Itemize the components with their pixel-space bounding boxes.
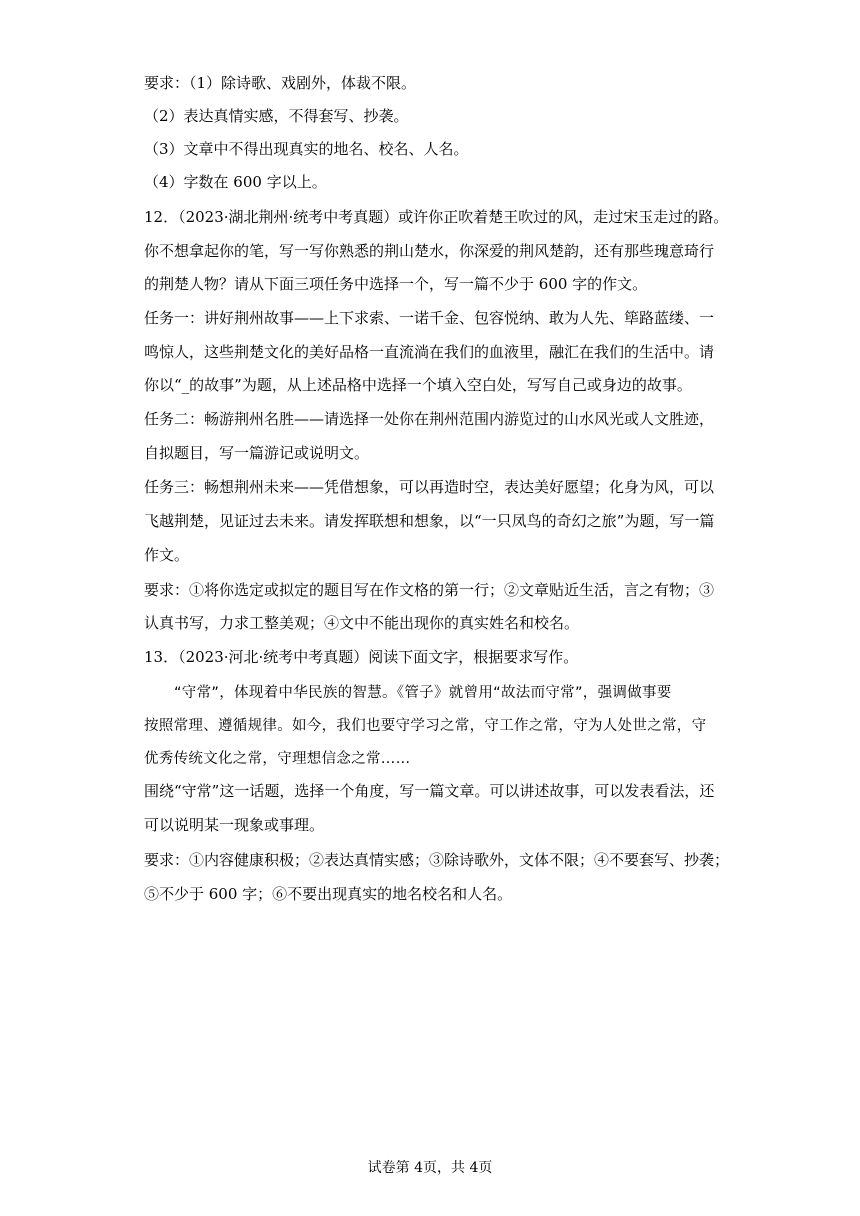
passage-line: 优秀传统文化之常，守理想信念之常……: [144, 751, 411, 767]
task-two-line: 自拟题目，写一篇游记或说明文。: [144, 444, 370, 462]
requirement-line: （3）文章中不得出现真实的地名、校名、人名。: [144, 140, 469, 158]
task-three-line: 飞越荆楚，见证过去未来。请发挥联想和想象，以“一只凤鸟的奇幻之旅”为题，写一篇: [144, 512, 715, 530]
question-13-requirement: 要求：①内容健康积极；②表达真情实感；③除诗歌外，文体不限；④不要套写、抄袭；: [144, 851, 730, 869]
passage-line: “守常”，体现着中华民族的智慧。《管子》就曾用“故法而守常”，强调做事要: [174, 685, 672, 701]
requirement-line: 要求：（1）除诗歌、戏剧外，体裁不限。: [144, 74, 417, 92]
task-three-line: 任务三：畅想荆州未来——凭借想象，可以再造时空，表达美好愿望；化身为风，可以: [144, 478, 715, 496]
task-three-line: 作文。: [144, 546, 190, 564]
question-12-requirement: 要求：①将你选定或拟定的题目写在作文格的第一行；②文章贴近生活，言之有物；③: [144, 581, 715, 599]
question-12-header: 12．（2023·湖北荆州·统考中考真题）或许你正吹着楚王吹过的风，走过宋玉走过的路。: [144, 208, 729, 226]
passage-line: 按照常理、遵循规律。如今，我们也要守学习之常，守工作之常，守为人处世之常，守: [144, 718, 707, 734]
task-one-line: 你以“_的故事”为题，从上述品格中选择一个填入空白处，写写自己或身边的故事。: [144, 376, 692, 394]
task-one-line: 任务一：讲好荆州故事——上下求索、一诺千金、包容悦纳、敢为人先、筚路蓝缕、一: [144, 309, 715, 327]
question-13-line: 围绕“守常”这一话题，选择一个角度，写一篇文章。可以讲述故事，可以发表看法，还: [144, 782, 715, 800]
question-13-requirement: ⑤不少于 600 字；⑥不要出现真实的地名校名和人名。: [144, 885, 513, 903]
question-12-line: 的荆楚人物？请从下面三项任务中选择一个，写一篇不少于 600 字的作文。: [144, 275, 648, 293]
question-13-line: 可以说明某一现象或事理。: [144, 816, 325, 834]
question-12-requirement: 认真书写，力求工整美观；④文中不能出现你的真实姓名和校名。: [144, 614, 580, 632]
task-one-line: 鸣惊人，这些荆楚文化的美好品格一直流淌在我们的血液里，融汇在我们的生活中。请: [144, 343, 715, 361]
page-footer: 试卷第 4页，共 4页: [367, 1160, 493, 1176]
question-13-header: 13．（2023·河北·统考中考真题）阅读下面文字，根据要求写作。: [144, 648, 579, 666]
requirement-line: （2）表达真情实感，不得套写、抄袭。: [144, 107, 409, 125]
question-12-line: 你不想拿起你的笔，写一写你熟悉的荆山楚水，你深爱的荆风楚韵，还有那些瑰意琦行: [144, 242, 715, 260]
task-two-line: 任务二：畅游荆州名胜——请选择一处你在荆州范围内游览过的山水风光或人文胜迹，: [144, 410, 715, 428]
requirement-line: （4）字数在 600 字以上。: [144, 173, 327, 191]
